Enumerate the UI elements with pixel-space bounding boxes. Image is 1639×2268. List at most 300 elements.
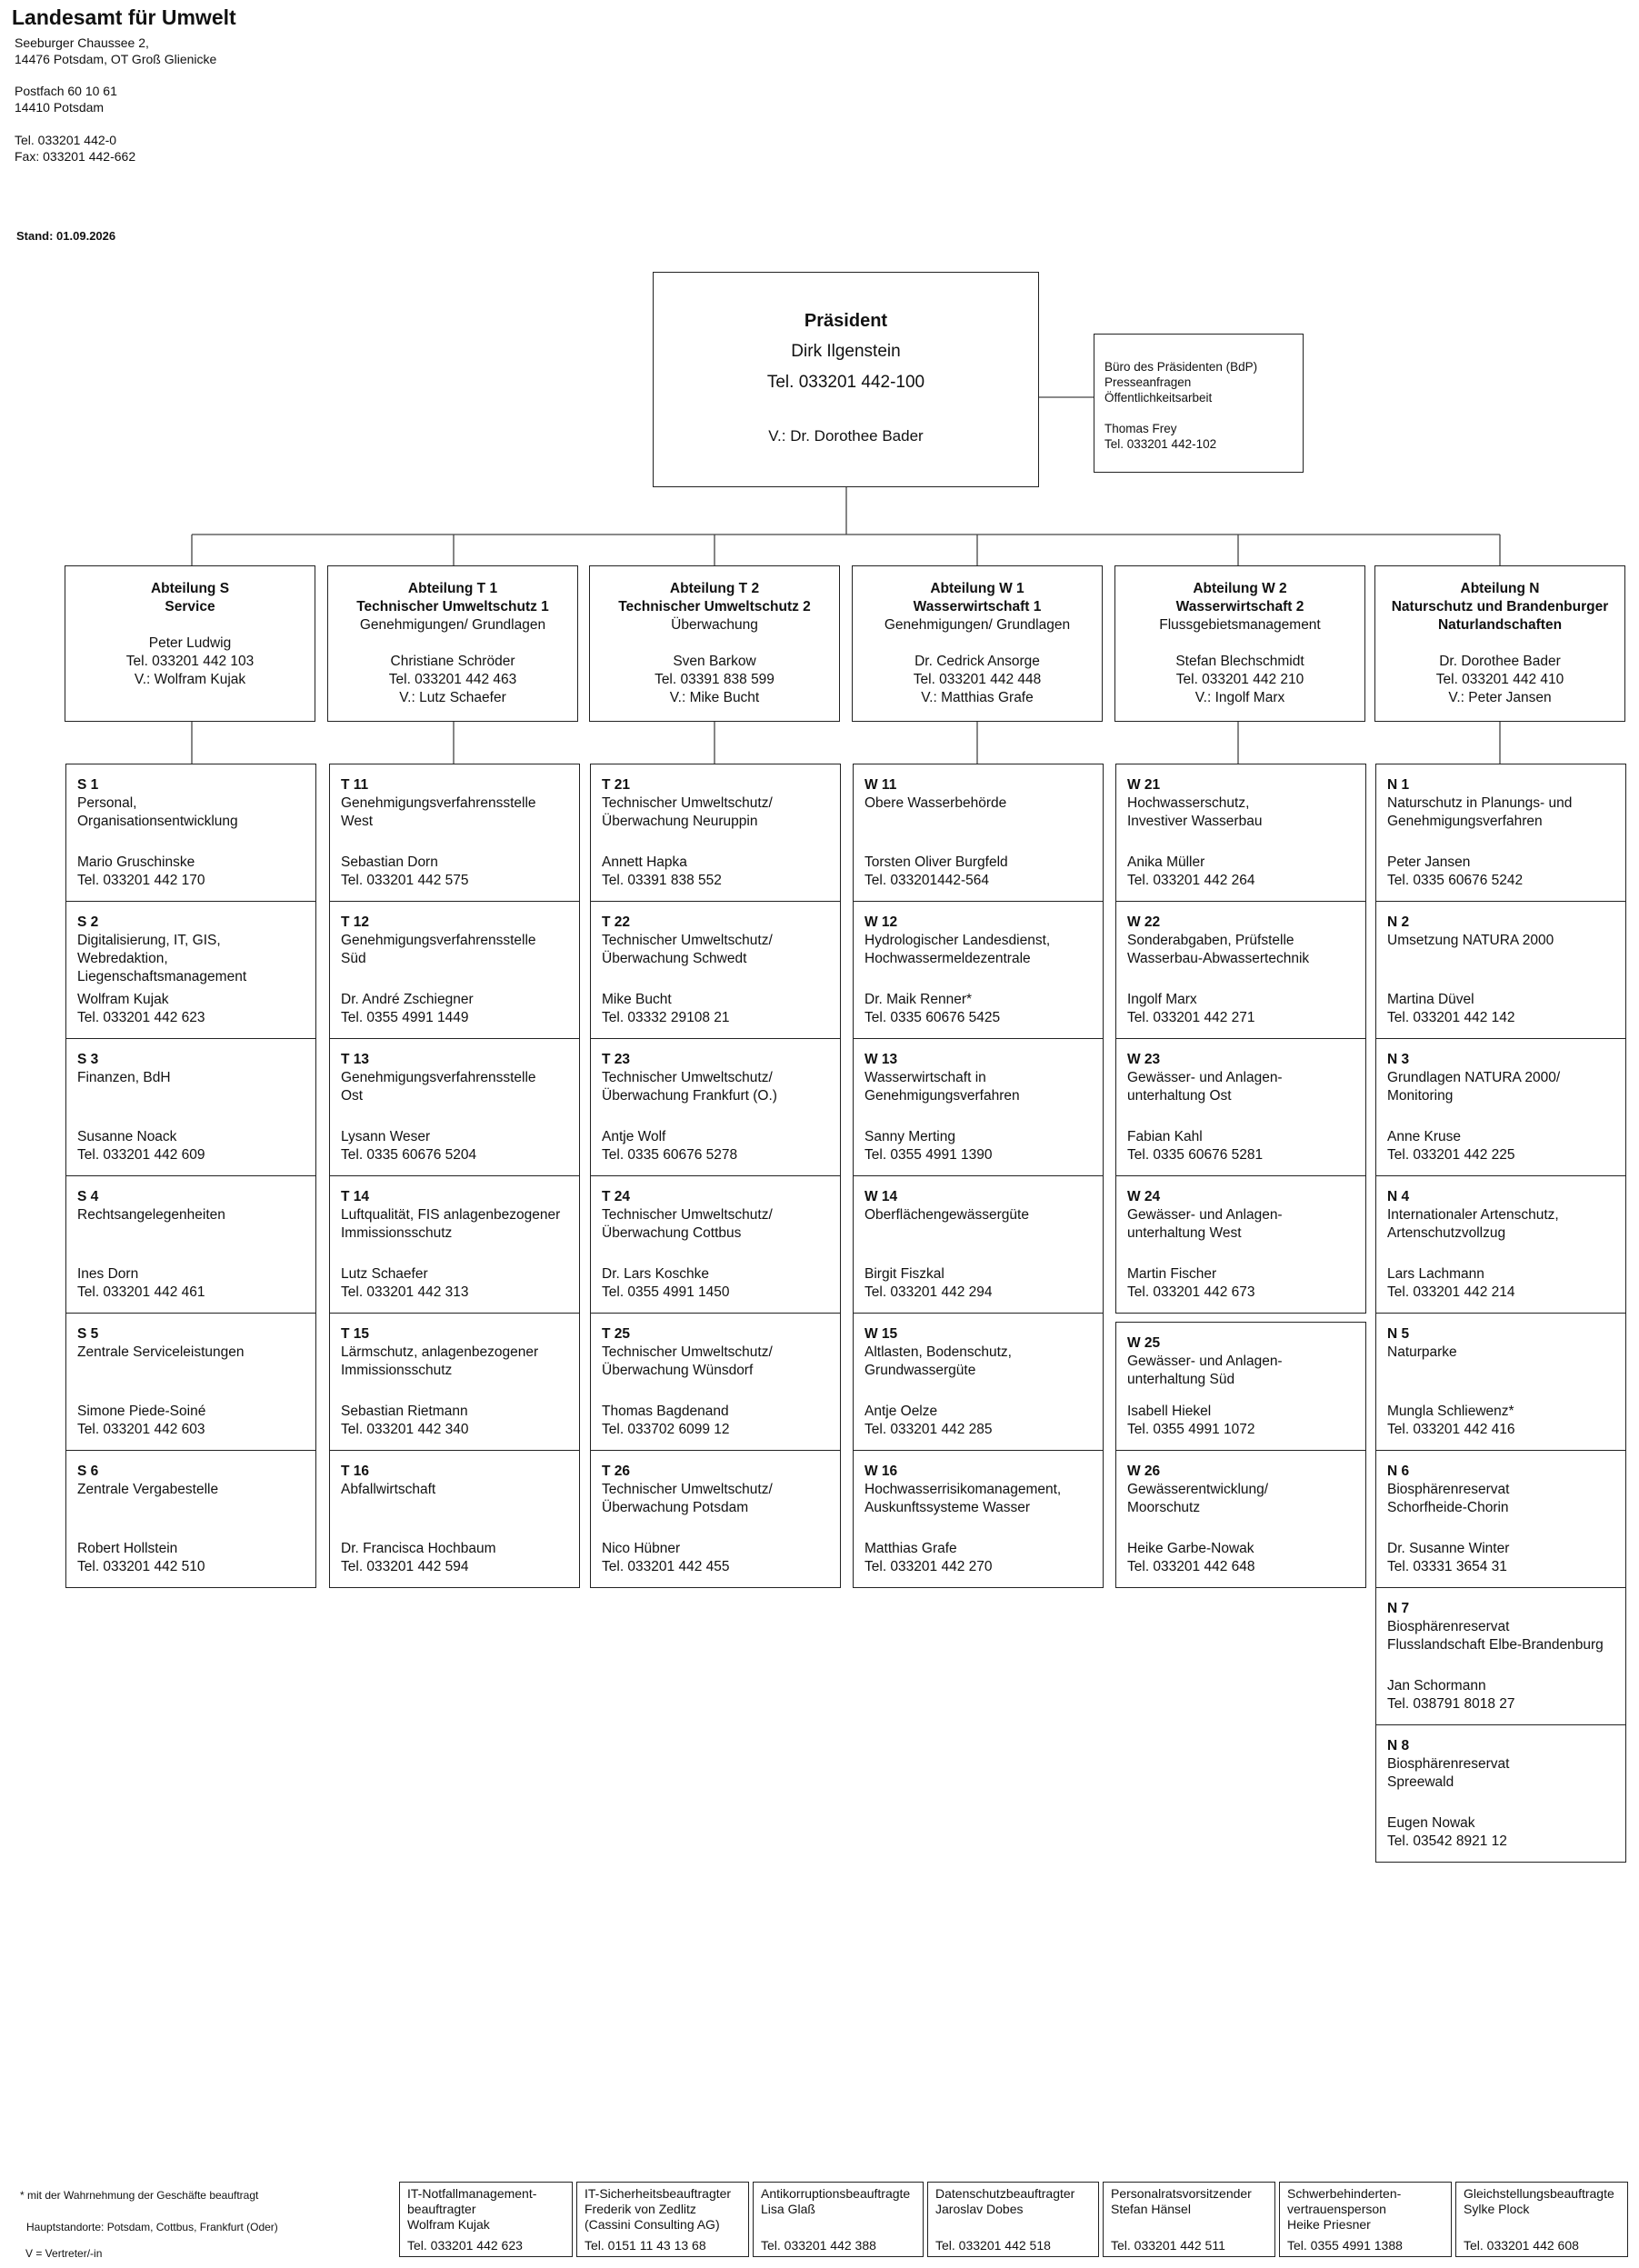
department-subtitle: Genehmigungen/ Grundlagen <box>359 617 546 633</box>
unit-code: W 22 <box>1127 914 1161 930</box>
unit-description: Personal, <box>77 795 137 811</box>
unit-code: N 5 <box>1387 1326 1410 1342</box>
unit-description: Grundlagen NATURA 2000/ <box>1387 1070 1561 1085</box>
unit-phone: Tel. 033201 442 673 <box>1127 1284 1255 1300</box>
unit-box <box>1375 1724 1626 1863</box>
unit-description: Technischer Umweltschutz/ <box>602 1070 773 1085</box>
unit-person: Heike Garbe-Nowak <box>1127 1541 1254 1556</box>
unit-phone: Tel. 0355 4991 1072 <box>1127 1422 1255 1437</box>
unit-box <box>1375 1038 1626 1176</box>
unit-contact <box>864 1403 992 1439</box>
unit-box <box>65 1450 316 1588</box>
department-subtitle: Flussgebietsmanagement <box>1159 617 1321 633</box>
unit-description: Technischer Umweltschutz/ <box>602 795 773 811</box>
unit-phone: Tel. 0355 4991 1390 <box>864 1147 993 1163</box>
unit-code: S 1 <box>77 777 99 793</box>
unit-box <box>329 1175 580 1314</box>
unit-box <box>590 901 841 1039</box>
unit-box <box>590 764 841 902</box>
unit-box <box>65 1038 316 1176</box>
unit-phone: Tel. 03542 8921 12 <box>1387 1833 1507 1849</box>
unit-code: T 26 <box>602 1464 631 1479</box>
officer-line: Gleichstellungsbeauftragte <box>1464 2186 1614 2201</box>
street-address <box>15 35 216 67</box>
spacer <box>853 634 1102 653</box>
unit-description: Spreewald <box>1387 1774 1454 1790</box>
officer-phone: Tel. 0151 11 43 13 68 <box>585 2238 706 2253</box>
unit-contact <box>1127 1265 1254 1302</box>
unit-box <box>1375 1587 1626 1725</box>
unit-phone: Tel. 033201 442 264 <box>1127 873 1255 888</box>
department-title: Abteilung T 1 <box>407 581 498 596</box>
unit-code: W 23 <box>1127 1052 1161 1067</box>
unit-phone: Tel. 0335 60676 5278 <box>602 1147 738 1163</box>
unit-person: Annett Hapka <box>602 854 687 870</box>
unit-phone: Tel. 0355 4991 1449 <box>341 1010 469 1025</box>
unit-person: Dr. Lars Koschke <box>602 1266 710 1282</box>
unit-phone: Tel. 033201 442 648 <box>1127 1559 1255 1574</box>
unit-box <box>853 1175 1104 1314</box>
unit-description: Biosphärenreservat <box>1387 1482 1510 1497</box>
officer-line: IT-Sicherheitsbeauftragter <box>585 2186 732 2201</box>
officer-phone: Tel. 033201 442 511 <box>1111 2238 1225 2253</box>
unit-code: T 21 <box>602 777 631 793</box>
unit-code: W 21 <box>1127 777 1161 793</box>
unit-code: W 25 <box>1127 1335 1161 1351</box>
unit-description: Überwachung Neuruppin <box>602 814 758 829</box>
unit-contact <box>602 991 729 1027</box>
unit-phone: Tel. 03331 3654 31 <box>1387 1559 1507 1574</box>
postbox-line: Postfach 60 10 61 <box>15 84 117 98</box>
officer-line: (Cassini Consulting AG) <box>585 2217 720 2232</box>
unit-contact <box>77 854 205 890</box>
unit-person: Antje Wolf <box>602 1129 666 1144</box>
unit-contact <box>864 1265 992 1302</box>
unit-description: Gewässer- und Anlagen- <box>1127 1354 1283 1369</box>
department-deputy: V.: Peter Jansen <box>1448 690 1552 705</box>
department-title: Wasserwirtschaft 2 <box>1175 599 1304 614</box>
department-head: Peter Ludwig <box>148 635 232 651</box>
unit-description: Hochwasserrisikomanagement, <box>864 1482 1062 1497</box>
address-line: 14476 Potsdam, OT Groß Glienicke <box>15 52 217 66</box>
unit-code: T 12 <box>341 914 370 930</box>
unit-box <box>590 1038 841 1176</box>
officer-box <box>1279 2182 1452 2257</box>
unit-code: T 16 <box>341 1464 370 1479</box>
unit-contact <box>77 1265 205 1302</box>
unit-box <box>1115 901 1366 1039</box>
unit-description: Obere Wasserbehörde <box>864 795 1007 811</box>
unit-description: Genehmigungsverfahren <box>864 1088 1020 1104</box>
unit-phone: Tel. 033702 6099 12 <box>602 1422 730 1437</box>
department-box <box>852 565 1103 722</box>
unit-person: Ines Dorn <box>77 1266 139 1282</box>
unit-person: Isabell Hiekel <box>1127 1404 1212 1419</box>
unit-person: Matthias Grafe <box>864 1541 957 1556</box>
unit-description: Technischer Umweltschutz/ <box>602 1482 773 1497</box>
unit-box <box>853 764 1104 902</box>
officer-line: Antikorruptionsbeauftragte <box>761 2186 911 2201</box>
unit-contact <box>77 1403 205 1439</box>
department-deputy: V.: Ingolf Marx <box>1194 690 1285 705</box>
unit-box <box>65 901 316 1039</box>
unit-person: Dr. Francisca Hochbaum <box>341 1541 496 1556</box>
unit-person: Mario Gruschinske <box>77 854 195 870</box>
officer-phone: Tel. 033201 442 388 <box>761 2238 876 2253</box>
unit-contact <box>1387 991 1514 1027</box>
officer-box <box>399 2182 573 2257</box>
unit-description: Rechtsangelegenheiten <box>77 1207 225 1223</box>
unit-contact <box>77 991 205 1027</box>
officer-box <box>1455 2182 1628 2257</box>
unit-contact <box>1387 1403 1514 1439</box>
unit-description: Immissionsschutz <box>341 1363 453 1378</box>
unit-description: Zentrale Vergabestelle <box>77 1482 219 1497</box>
unit-box <box>853 1313 1104 1451</box>
unit-code: S 3 <box>77 1052 99 1067</box>
unit-contact <box>341 1403 468 1439</box>
unit-person: Susanne Noack <box>77 1129 177 1144</box>
unit-phone: Tel. 0335 60676 5281 <box>1127 1147 1264 1163</box>
department-box <box>1374 565 1625 722</box>
department-title: Wasserwirtschaft 1 <box>913 599 1042 614</box>
unit-phone: Tel. 033201 442 313 <box>341 1284 469 1300</box>
unit-phone: Tel. 038791 8018 27 <box>1387 1696 1515 1712</box>
unit-box <box>329 764 580 902</box>
office-line: Presseanfragen <box>1104 375 1192 389</box>
unit-code: N 8 <box>1387 1738 1410 1753</box>
unit-phone: Tel. 033201 442 510 <box>77 1559 205 1574</box>
unit-code: N 7 <box>1387 1601 1410 1616</box>
unit-phone: Tel. 0335 60676 5204 <box>341 1147 477 1163</box>
unit-phone: Tel. 033201 442 609 <box>77 1147 205 1163</box>
president-deputy: V.: Dr. Dorothee Bader <box>768 427 924 445</box>
unit-person: Robert Hollstein <box>77 1541 178 1556</box>
unit-code: W 12 <box>864 914 898 930</box>
unit-phone: Tel. 033201 442 416 <box>1387 1422 1515 1437</box>
department-title: Service <box>165 599 215 614</box>
unit-description: Oberflächengewässergüte <box>864 1207 1029 1223</box>
unit-description: Hochwassermeldezentrale <box>864 951 1031 966</box>
unit-description: Gewässerentwicklung/ <box>1127 1482 1269 1497</box>
unit-phone: Tel. 033201 442 455 <box>602 1559 730 1574</box>
unit-description: Immissionsschutz <box>341 1225 453 1241</box>
unit-description: Auskunftssysteme Wasser <box>864 1500 1031 1515</box>
department-title: Abteilung T 2 <box>669 581 760 596</box>
unit-phone: Tel. 033201 442 594 <box>341 1559 469 1574</box>
unit-box <box>65 764 316 902</box>
unit-contact <box>602 1128 737 1164</box>
unit-person: Mungla Schliewenz* <box>1387 1404 1514 1419</box>
unit-code: T 25 <box>602 1326 631 1342</box>
unit-contact <box>1127 1403 1254 1439</box>
unit-box <box>329 1038 580 1176</box>
unit-description: Lärmschutz, anlagenbezogener <box>341 1344 539 1360</box>
officer-line: Wolfram Kujak <box>407 2217 490 2232</box>
spacer <box>1115 634 1364 653</box>
unit-description: Ost <box>341 1088 364 1104</box>
department-box <box>589 565 840 722</box>
unit-code: W 15 <box>864 1326 898 1342</box>
unit-contact <box>864 1540 992 1576</box>
unit-person: Torsten Oliver Burgfeld <box>864 854 1008 870</box>
unit-description: Genehmigungsverfahrensstelle <box>341 1070 536 1085</box>
unit-description: Biosphärenreservat <box>1387 1756 1510 1772</box>
unit-box <box>1375 1175 1626 1314</box>
department-box <box>327 565 578 722</box>
unit-contact <box>1127 854 1254 890</box>
unit-phone: Tel. 0335 60676 5242 <box>1387 873 1524 888</box>
office-line: Büro des Präsidenten (BdP) <box>1104 360 1258 374</box>
unit-box <box>853 1038 1104 1176</box>
unit-contact <box>341 991 474 1027</box>
office-phone: Tel. 033201 442-102 <box>1104 437 1217 451</box>
department-deputy: V.: Matthias Grafe <box>921 690 1034 705</box>
unit-description: Finanzen, BdH <box>77 1070 171 1085</box>
department-title: Naturschutz und Brandenburger <box>1391 599 1609 614</box>
officer-line: Schwerbehinderten- <box>1287 2186 1402 2201</box>
unit-box <box>590 1313 841 1451</box>
spacer <box>590 634 839 653</box>
unit-phone: Tel. 033201 442 271 <box>1127 1010 1255 1025</box>
unit-description: Überwachung Potsdam <box>602 1500 749 1515</box>
unit-box <box>1375 764 1626 902</box>
department-subtitle: Überwachung <box>671 617 758 633</box>
unit-description: Gewässer- und Anlagen- <box>1127 1207 1283 1223</box>
unit-phone: Tel. 033201 442 225 <box>1387 1147 1515 1163</box>
footnote-locations: Hauptstandorte: Potsdam, Cottbus, Frankfurt (Oder) <box>26 2221 278 2233</box>
unit-description: Schorfheide-Chorin <box>1387 1500 1509 1515</box>
unit-person: Sebastian Rietmann <box>341 1404 468 1419</box>
unit-code: S 5 <box>77 1326 99 1342</box>
unit-description: Organisationsentwicklung <box>77 814 238 829</box>
unit-code: T 23 <box>602 1052 631 1067</box>
unit-phone: Tel. 033201 442 340 <box>341 1422 469 1437</box>
unit-description: unterhaltung West <box>1127 1225 1242 1241</box>
unit-description: Biosphärenreservat <box>1387 1619 1510 1634</box>
unit-contact <box>77 1128 205 1164</box>
officer-line: vertrauensperson <box>1287 2202 1386 2216</box>
phone-line: Tel. 033201 442-0 <box>15 133 117 147</box>
unit-code: T 15 <box>341 1326 370 1342</box>
unit-box <box>590 1175 841 1314</box>
unit-description: Wasserwirtschaft in <box>864 1070 986 1085</box>
stand-date: Stand: 01.09.2026 <box>16 229 116 243</box>
unit-person: Fabian Kahl <box>1127 1129 1203 1144</box>
unit-person: Ingolf Marx <box>1127 992 1197 1007</box>
unit-contact <box>1387 854 1523 890</box>
department-title: Abteilung S <box>150 581 230 596</box>
unit-box <box>329 1313 580 1451</box>
unit-description: Genehmigungsverfahren <box>1387 814 1543 829</box>
unit-box <box>65 1313 316 1451</box>
unit-phone: Tel. 03332 29108 21 <box>602 1010 730 1025</box>
unit-description: Naturschutz in Planungs- und <box>1387 795 1573 811</box>
unit-phone: Tel. 033201442-564 <box>864 873 990 888</box>
unit-description: Grundwassergüte <box>864 1363 976 1378</box>
unit-code: S 2 <box>77 914 99 930</box>
unit-phone: Tel. 033201 442 170 <box>77 873 205 888</box>
unit-description: Monitoring <box>1387 1088 1454 1104</box>
unit-person: Martin Fischer <box>1127 1266 1217 1282</box>
unit-person: Anika Müller <box>1127 854 1205 870</box>
unit-code: T 24 <box>602 1189 631 1204</box>
officer-line: Heike Priesner <box>1287 2217 1371 2232</box>
officer-line: Jaroslav Dobes <box>935 2202 1024 2216</box>
department-subtitle: Genehmigungen/ Grundlagen <box>884 617 1071 633</box>
unit-code: N 1 <box>1387 777 1410 793</box>
unit-box <box>1375 1313 1626 1451</box>
unit-description: unterhaltung Süd <box>1127 1372 1235 1387</box>
unit-contact <box>602 1540 729 1576</box>
unit-code: N 2 <box>1387 914 1410 930</box>
unit-contact <box>602 1265 729 1302</box>
unit-code: T 14 <box>341 1189 370 1204</box>
unit-box <box>853 1450 1104 1588</box>
department-deputy: V.: Wolfram Kujak <box>134 672 246 687</box>
footnote-deputy: V = Vertreter/-in <box>25 2247 103 2260</box>
spacer <box>65 616 315 634</box>
president-phone: Tel. 033201 442-100 <box>766 373 925 392</box>
unit-phone: Tel. 033201 442 142 <box>1387 1010 1515 1025</box>
officer-phone: Tel. 033201 442 518 <box>935 2238 1051 2253</box>
unit-contact <box>1387 1540 1509 1576</box>
officer-box <box>753 2182 924 2257</box>
unit-contact <box>864 991 1000 1027</box>
unit-contact <box>1127 1128 1263 1164</box>
unit-contact <box>77 1540 205 1576</box>
unit-phone: Tel. 0355 4991 1450 <box>602 1284 730 1300</box>
unit-person: Simone Piede-Soiné <box>77 1404 206 1419</box>
officer-line: Frederik von Zedlitz <box>585 2202 696 2216</box>
unit-person: Dr. André Zschiegner <box>341 992 474 1007</box>
unit-person: Dr. Susanne Winter <box>1387 1541 1510 1556</box>
unit-phone: Tel. 033201 442 603 <box>77 1422 205 1437</box>
address-line: Seeburger Chaussee 2, <box>15 35 149 50</box>
unit-box <box>590 1450 841 1588</box>
unit-box <box>1115 764 1366 902</box>
unit-contact <box>341 1265 468 1302</box>
office-of-president-box <box>1094 334 1304 473</box>
unit-person: Peter Jansen <box>1387 854 1471 870</box>
unit-box <box>1115 1175 1366 1314</box>
officer-phone: Tel. 033201 442 608 <box>1464 2238 1579 2253</box>
unit-description: Investiver Wasserbau <box>1127 814 1263 829</box>
department-deputy: V.: Mike Bucht <box>669 690 760 705</box>
unit-person: Sanny Merting <box>864 1129 955 1144</box>
unit-code: N 3 <box>1387 1052 1410 1067</box>
department-head: Stefan Blechschmidt <box>1175 654 1304 669</box>
postbox-address <box>15 83 117 115</box>
unit-description: Süd <box>341 951 366 966</box>
unit-code: W 24 <box>1127 1189 1161 1204</box>
unit-person: Thomas Bagdenand <box>602 1404 729 1419</box>
officer-line: beauftragter <box>407 2202 476 2216</box>
unit-contact <box>602 1403 729 1439</box>
unit-phone: Tel. 033201 442 461 <box>77 1284 205 1300</box>
unit-phone: Tel. 033201 442 623 <box>77 1010 205 1025</box>
unit-phone: Tel. 033201 442 285 <box>864 1422 993 1437</box>
unit-person: Lutz Schaefer <box>341 1266 428 1282</box>
unit-description: Luftqualität, FIS anlagenbezogener <box>341 1207 561 1223</box>
unit-box <box>1115 1322 1366 1451</box>
footnote-acting: * mit der Wahrnehmung der Geschäfte beauftragt <box>20 2189 259 2202</box>
unit-contact <box>1127 1540 1254 1576</box>
unit-contact <box>341 1540 496 1576</box>
unit-box <box>329 1450 580 1588</box>
unit-phone: Tel. 033201 442 575 <box>341 873 469 888</box>
unit-description: Digitalisierung, IT, GIS, <box>77 933 221 948</box>
officer-line: IT-Notfallmanagement- <box>407 2186 537 2201</box>
unit-description: Altlasten, Bodenschutz, <box>864 1344 1012 1360</box>
unit-contact <box>1387 1814 1507 1851</box>
unit-box <box>1375 901 1626 1039</box>
unit-phone: Tel. 033201 442 270 <box>864 1559 993 1574</box>
unit-code: T 13 <box>341 1052 370 1067</box>
unit-box <box>1115 1038 1366 1176</box>
department-phone: Tel. 033201 442 210 <box>1175 672 1304 687</box>
officer-phone: Tel. 0355 4991 1388 <box>1287 2238 1403 2253</box>
unit-description: Gewässer- und Anlagen- <box>1127 1070 1283 1085</box>
unit-contact <box>602 854 722 890</box>
unit-person: Eugen Nowak <box>1387 1815 1475 1831</box>
unit-code: T 22 <box>602 914 631 930</box>
unit-description: Technischer Umweltschutz/ <box>602 933 773 948</box>
unit-description: Zentrale Serviceleistungen <box>77 1344 245 1360</box>
officer-box <box>1103 2182 1275 2257</box>
department-head: Sven Barkow <box>673 654 756 669</box>
unit-code: W 11 <box>864 777 897 793</box>
unit-description: unterhaltung Ost <box>1127 1088 1232 1104</box>
department-head: Christiane Schröder <box>390 654 515 669</box>
unit-person: Lysann Weser <box>341 1129 431 1144</box>
unit-description: Artenschutzvollzug <box>1387 1225 1506 1241</box>
unit-description: Webredaktion, <box>77 951 168 966</box>
unit-box <box>65 1175 316 1314</box>
spacer <box>1375 634 1624 653</box>
unit-phone: Tel. 0335 60676 5425 <box>864 1010 1001 1025</box>
officer-line: Stefan Hänsel <box>1111 2202 1191 2216</box>
unit-person: Wolfram Kujak <box>77 992 169 1007</box>
department-phone: Tel. 033201 442 103 <box>125 654 255 669</box>
unit-contact <box>1387 1265 1514 1302</box>
department-title: Abteilung N <box>1460 581 1540 596</box>
unit-description: Umsetzung NATURA 2000 <box>1387 933 1554 948</box>
unit-description: Genehmigungsverfahrensstelle <box>341 795 536 811</box>
unit-code: T 11 <box>341 777 369 793</box>
unit-phone: Tel. 03391 838 552 <box>602 873 722 888</box>
unit-description: Flusslandschaft Elbe-Brandenburg <box>1387 1637 1604 1653</box>
unit-description: Überwachung Cottbus <box>602 1225 742 1241</box>
unit-description: Überwachung Wünsdorf <box>602 1363 754 1378</box>
unit-person: Dr. Maik Renner* <box>864 992 973 1007</box>
agency-title: Landesamt für Umwelt <box>12 5 236 29</box>
office-person: Thomas Frey <box>1104 422 1177 435</box>
unit-person: Martina Düvel <box>1387 992 1474 1007</box>
unit-box <box>1115 1450 1366 1588</box>
unit-description: Genehmigungsverfahrensstelle <box>341 933 536 948</box>
unit-code: W 16 <box>864 1464 898 1479</box>
department-phone: Tel. 03391 838 599 <box>655 672 775 687</box>
officer-box <box>576 2182 749 2257</box>
unit-code: W 26 <box>1127 1464 1161 1479</box>
department-head: Dr. Dorothee Bader <box>1439 654 1561 669</box>
unit-description: Liegenschaftsmanagement <box>77 969 247 984</box>
president-box <box>653 272 1039 487</box>
unit-description: West <box>341 814 374 829</box>
department-title: Technischer Umweltschutz 1 <box>356 599 549 614</box>
officer-line: Personalratsvorsitzender <box>1111 2186 1252 2201</box>
